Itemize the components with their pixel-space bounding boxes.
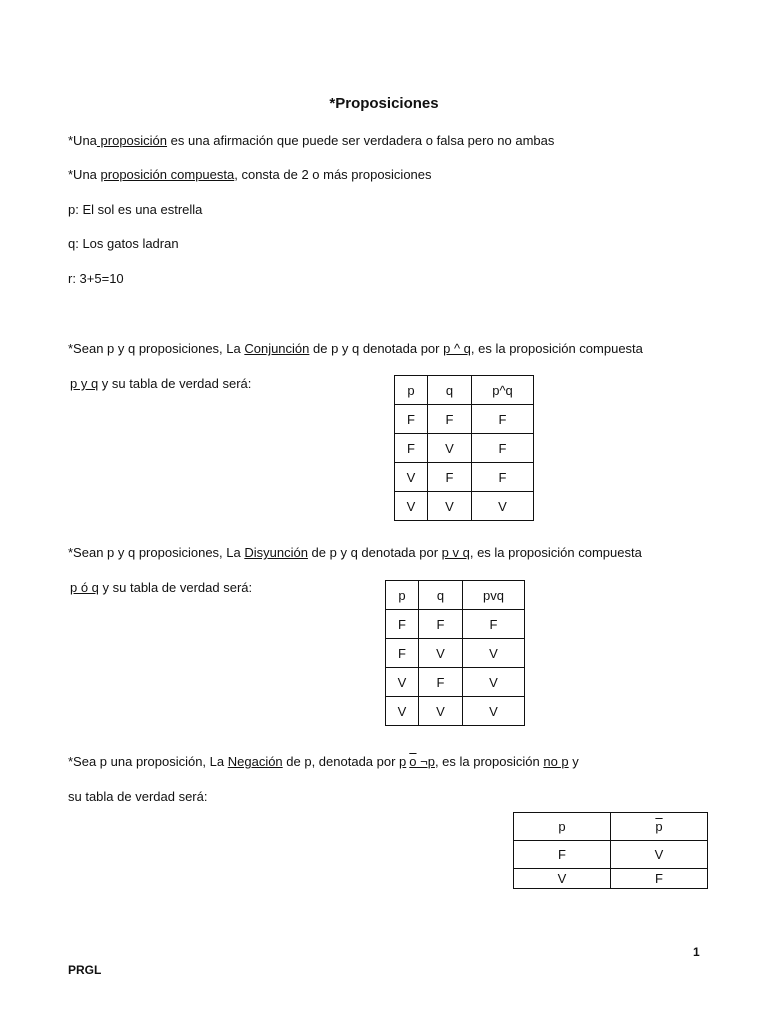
conjunction-table-intro	[70, 376, 251, 391]
table-row	[386, 668, 525, 697]
table-cell: F	[386, 639, 419, 668]
text-segment: , es la proposición compuesta	[470, 341, 643, 356]
underlined-symbol: ¬p	[416, 754, 435, 769]
table-cell	[611, 813, 708, 841]
table-row	[514, 841, 708, 869]
negated-p-symbol: p	[655, 819, 663, 834]
text-segment: de p y q denotada por	[307, 545, 442, 560]
text-segment: *Sean p y q proposiciones, La	[68, 341, 245, 356]
table-cell: V	[419, 697, 463, 726]
table-row	[386, 610, 525, 639]
table-cell: p	[386, 581, 419, 610]
table-cell: F	[472, 463, 534, 492]
overlined-symbol: o	[409, 754, 417, 769]
table-cell: p	[514, 813, 611, 841]
definition-compound-proposition	[68, 167, 432, 182]
table-cell: V	[428, 434, 472, 463]
table-row	[514, 869, 708, 889]
example-p: p: El sol es una estrella	[68, 202, 203, 217]
disjunction-table-intro	[70, 580, 252, 595]
table-cell: F	[472, 434, 534, 463]
table-cell: V	[463, 639, 525, 668]
table-cell: p	[395, 376, 428, 405]
text-segment: de p y q denotada por	[309, 341, 444, 356]
table-row	[386, 639, 525, 668]
negation-definition	[68, 754, 579, 769]
table-cell: V	[514, 869, 611, 889]
table-cell: V	[419, 639, 463, 668]
table-cell: F	[472, 405, 534, 434]
table-cell: F	[419, 668, 463, 697]
underlined-term: Negación	[227, 754, 283, 769]
text-segment: y su tabla de verdad será:	[98, 580, 253, 595]
definition-proposition	[68, 133, 554, 148]
table-cell: V	[463, 697, 525, 726]
table-cell: p^q	[472, 376, 534, 405]
underlined-term: p y q	[70, 376, 99, 391]
table-cell: V	[463, 668, 525, 697]
table-header-row	[386, 581, 525, 610]
text-segment: *Una	[68, 133, 97, 148]
table-row	[395, 463, 534, 492]
underlined-term: Conjunción	[244, 341, 310, 356]
example-r: r: 3+5=10	[68, 271, 124, 286]
table-cell: V	[472, 492, 534, 521]
footer-author: PRGL	[68, 963, 102, 977]
disjunction-definition	[68, 545, 642, 560]
table-cell: F	[395, 434, 428, 463]
text-segment: es una afirmación que puede ser verdadera o falsa pero no ambas	[167, 133, 555, 148]
table-cell: F	[428, 463, 472, 492]
table-cell: V	[611, 841, 708, 869]
table-cell: pvq	[463, 581, 525, 610]
underlined-term: proposición	[96, 133, 168, 148]
table-cell: q	[419, 581, 463, 610]
example-q: q: Los gatos ladran	[68, 236, 179, 251]
text-segment: , es la proposición compuesta	[469, 545, 642, 560]
table-cell: F	[419, 610, 463, 639]
table-cell: F	[463, 610, 525, 639]
table-header-row	[514, 813, 708, 841]
underlined-term: Disyunción	[244, 545, 308, 560]
table-row	[395, 434, 534, 463]
text-segment: *Una	[68, 167, 101, 182]
conjunction-definition	[68, 341, 643, 356]
negation-truth-table	[513, 812, 708, 889]
underlined-symbol: p ^ q	[443, 341, 471, 356]
conjunction-truth-table	[394, 375, 534, 521]
text-segment: de p, denotada por	[282, 754, 400, 769]
table-cell: V	[386, 697, 419, 726]
underlined-symbol: p	[399, 754, 407, 769]
text-segment: y su tabla de verdad será:	[98, 376, 252, 391]
table-row	[395, 405, 534, 434]
text-segment: y	[568, 754, 579, 769]
table-cell: q	[428, 376, 472, 405]
text-segment: *Sean p y q proposiciones, La	[68, 545, 245, 560]
table-header-row	[395, 376, 534, 405]
text-segment: , consta de 2 o más proposiciones	[234, 167, 432, 182]
page-title: *Proposiciones	[329, 95, 439, 112]
table-row	[386, 697, 525, 726]
table-cell: F	[395, 405, 428, 434]
underlined-term: proposición compuesta	[100, 167, 235, 182]
table-cell: F	[428, 405, 472, 434]
table-cell: V	[395, 492, 428, 521]
underlined-term: p ó q	[70, 580, 99, 595]
table-cell: V	[395, 463, 428, 492]
disjunction-truth-table	[385, 580, 525, 726]
text-segment: , es la proposición	[434, 754, 544, 769]
text-segment: *Sea p una proposición, La	[68, 754, 228, 769]
table-cell: V	[428, 492, 472, 521]
table-cell: F	[611, 869, 708, 889]
underlined-symbol: p v q	[441, 545, 470, 560]
underlined-term: no p	[543, 754, 569, 769]
negation-table-intro: su tabla de verdad será:	[68, 789, 208, 804]
table-cell: F	[386, 610, 419, 639]
page-number: 1	[693, 945, 700, 959]
table-row	[395, 492, 534, 521]
table-cell: F	[514, 841, 611, 869]
table-cell: V	[386, 668, 419, 697]
